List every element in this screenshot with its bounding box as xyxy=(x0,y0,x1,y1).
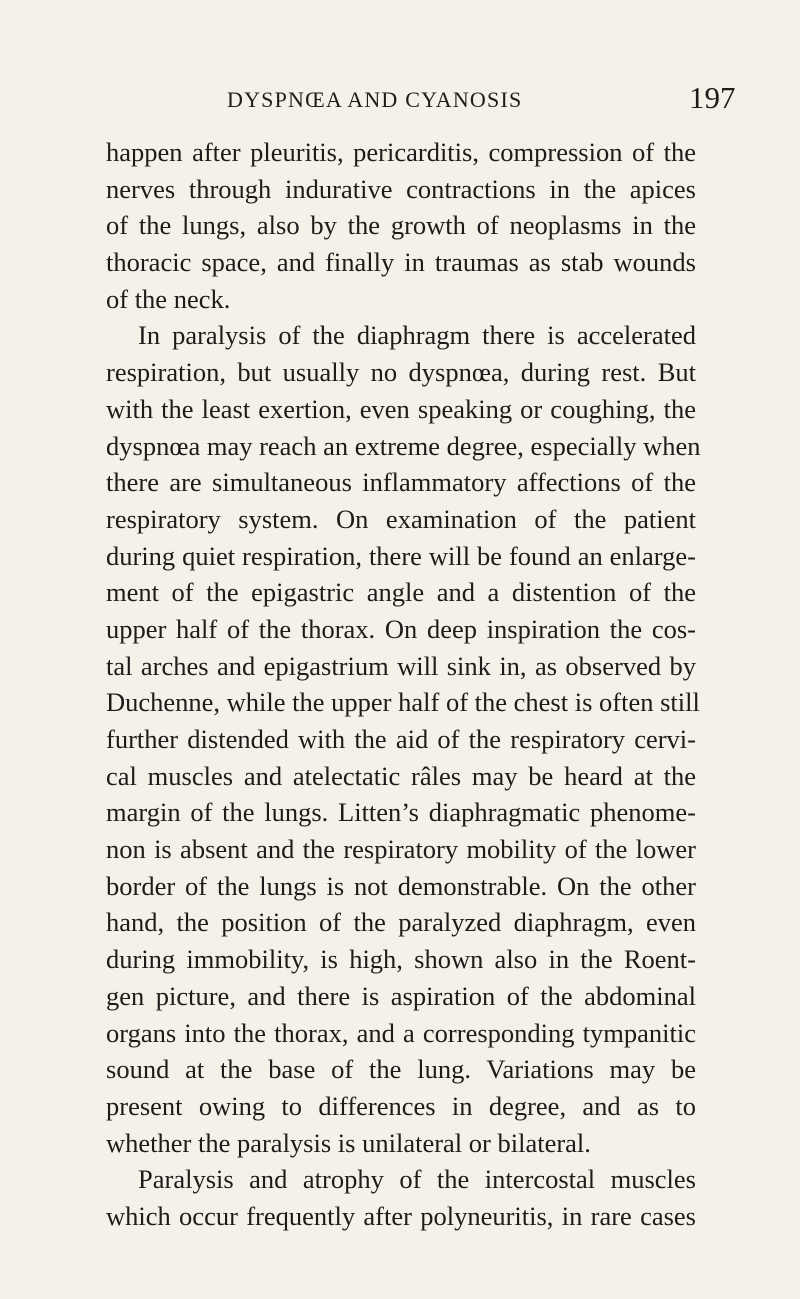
text-line: whether the paralysis is unilateral or bilateral. xyxy=(106,1127,591,1158)
text-line: during immobility, is high, shown also in the Roent- xyxy=(106,944,696,975)
text-line: organs into the thorax, and a corresponding tympanitic xyxy=(106,1017,696,1048)
running-title: DYSPNŒA AND CYANOSIS xyxy=(227,87,523,112)
text-line: present owing to differences in degree, and as to xyxy=(106,1090,696,1121)
text-line: Duchenne, while the upper half of the chest is often still xyxy=(106,687,700,718)
text-line: during quiet respiration, there will be found an enlarge- xyxy=(106,540,696,571)
text-line: upper half of the thorax. On deep inspiration the cos- xyxy=(106,613,696,644)
text-line: border of the lungs is not demonstrable. On the other xyxy=(106,870,696,901)
text-line: In paralysis of the diaphragm there is accelerated xyxy=(138,320,696,351)
text-line: respiratory system. On examination of the patient xyxy=(106,503,696,534)
page-number: 197 xyxy=(689,80,736,115)
text-line: sound at the base of the lung. Variations may be xyxy=(106,1054,696,1085)
body-text xyxy=(106,134,701,1235)
text-line: dyspnœa may reach an extreme degree, especially when xyxy=(106,430,701,461)
text-line: tal arches and epigastrium will sink in, as observed by xyxy=(106,650,696,681)
text-line: of the neck. xyxy=(106,283,231,314)
text-line: ment of the epigastric angle and a distention of the xyxy=(106,577,696,608)
text-line: Paralysis and atrophy of the intercostal muscles xyxy=(138,1164,696,1195)
text-line: which occur frequently after polyneuritis, in rare cases xyxy=(106,1200,696,1231)
text-line: gen picture, and there is aspiration of the abdominal xyxy=(106,980,696,1011)
text-line: with the least exertion, even speaking or coughing, the xyxy=(106,393,696,424)
text-line: further distended with the aid of the respiratory cervi- xyxy=(106,724,696,754)
text-line: respiration, but usually no dyspnœa, during rest. But xyxy=(106,357,696,388)
text-line: hand, the position of the paralyzed diaphragm, even xyxy=(106,907,696,938)
text-line: of the lungs, also by the growth of neoplasms in the xyxy=(106,210,696,241)
text-line: there are simultaneous inflammatory affections of the xyxy=(106,467,696,498)
text-line: non is absent and the respiratory mobility of the lower xyxy=(106,834,696,865)
text-line: thoracic space, and finally in traumas as stab wounds xyxy=(106,247,696,278)
text-line: nerves through indurative contractions in the apices xyxy=(106,173,696,204)
running-head xyxy=(0,80,800,120)
text-line: cal muscles and atelectatic râles may be heard at the xyxy=(106,760,696,791)
text-line: margin of the lungs. Litten’s diaphragmatic phenome- xyxy=(106,797,696,828)
text-line: happen after pleuritis, pericarditis, compression of the xyxy=(106,137,696,167)
